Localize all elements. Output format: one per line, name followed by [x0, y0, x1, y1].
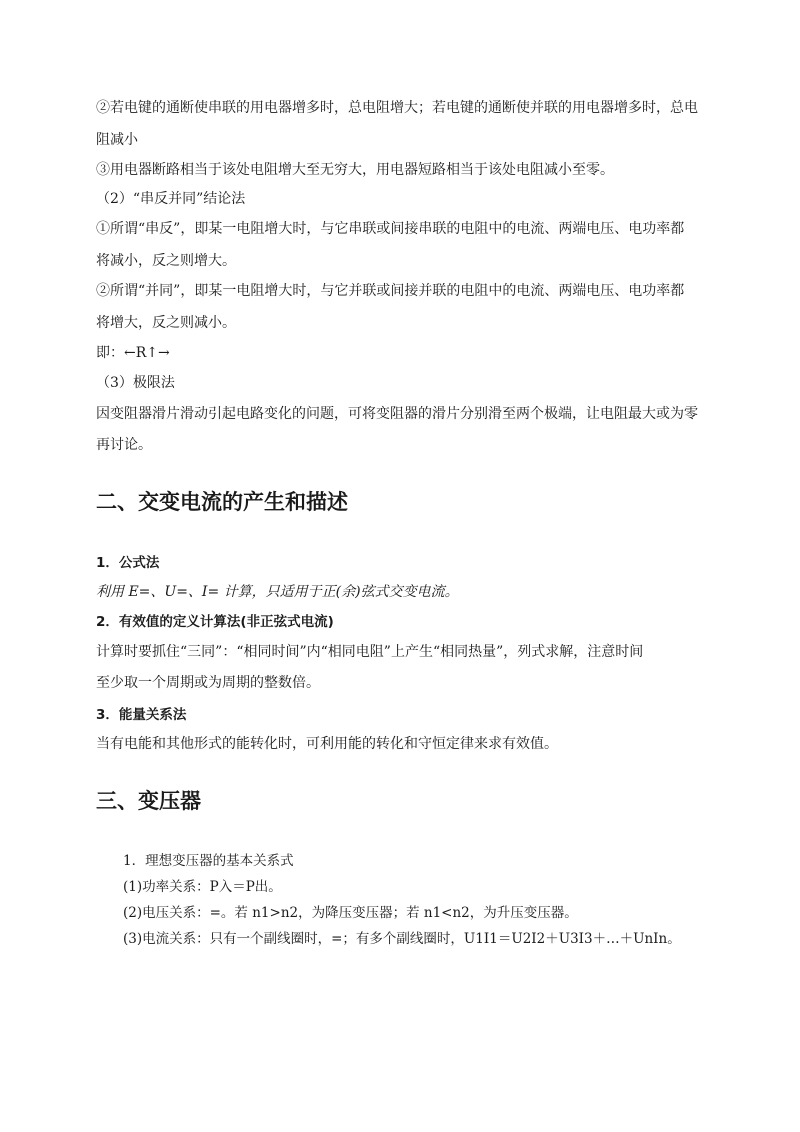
method-2-a: ①所谓“串反”，即某一电阻增大时，与它串联或间接串联的电阻中的电流、两端电压、电功率都 [96, 221, 685, 237]
method-2-mnemonic: 即：←R↑→ [96, 345, 170, 361]
section-3-voltage-relation: (2)电压关系：=。若 n1>n2，为降压变压器；若 n1<n2，为升压变压器。 [123, 905, 578, 921]
rule-2-text-cont: 阻减小 [96, 132, 138, 148]
section-2-heading: 二、交变电流的产生和描述 [96, 490, 348, 514]
method-3-title: （3）极限法 [96, 375, 175, 391]
method-3-text-cont: 再讨论。 [96, 437, 152, 453]
method-3-text: 因变阻器滑片滑动引起电路变化的问题，可将变阻器的滑片分别滑至两个极端，让电阻最大或为零 [96, 406, 698, 422]
section-2-sub-1-title: 1．公式法 [96, 555, 160, 571]
section-3-heading: 三、变压器 [96, 789, 201, 813]
method-2-b: ②所谓“并同”，即某一电阻增大时，与它并联或间接并联的电阻中的电流、两端电压、电功率都 [96, 283, 685, 299]
section-3-current-relation: (3)电流关系：只有一个副线圈时，=；有多个副线圈时，U1I1＝U2I2＋U3I3＋…＋UnIn。 [123, 931, 681, 947]
section-2-sub-2-text: 计算时要抓住“三同”：“相同时间”内“相同电阻”上产生“相同热量”，列式求解，注意时间 [96, 644, 644, 660]
rule-3-text: ③用电器断路相当于该处电阻增大至无穷大，用电器短路相当于该处电阻减小至零。 [96, 162, 614, 178]
section-3-sub-1-title: 1．理想变压器的基本关系式 [123, 853, 294, 869]
section-2-sub-3-title: 3．能量关系法 [96, 707, 187, 723]
method-2-a-cont: 将减小，反之则增大。 [96, 253, 236, 269]
section-2-sub-3-text: 当有电能和其他形式的能转化时，可利用能的转化和守恒定律来求有效值。 [96, 736, 558, 752]
section-2-sub-2-title: 2．有效值的定义计算法(非正弦式电流) [96, 614, 334, 630]
section-2-sub-2-text-cont: 至少取一个周期或为周期的整数倍。 [96, 675, 320, 691]
section-2-sub-1-text: 利用 E=、U=、I= 计算，只适用于正(余)弦式交变电流。 [96, 584, 459, 600]
method-2-b-cont: 将增大，反之则减小。 [96, 315, 236, 331]
section-3-power-relation: (1)功率关系：P入＝P出。 [123, 879, 282, 895]
method-2-title: （2）“串反并同”结论法 [96, 191, 246, 207]
rule-2-text: ②若电键的通断使串联的用电器增多时，总电阻增大；若电键的通断使并联的用电器增多时，总电 [96, 100, 698, 116]
